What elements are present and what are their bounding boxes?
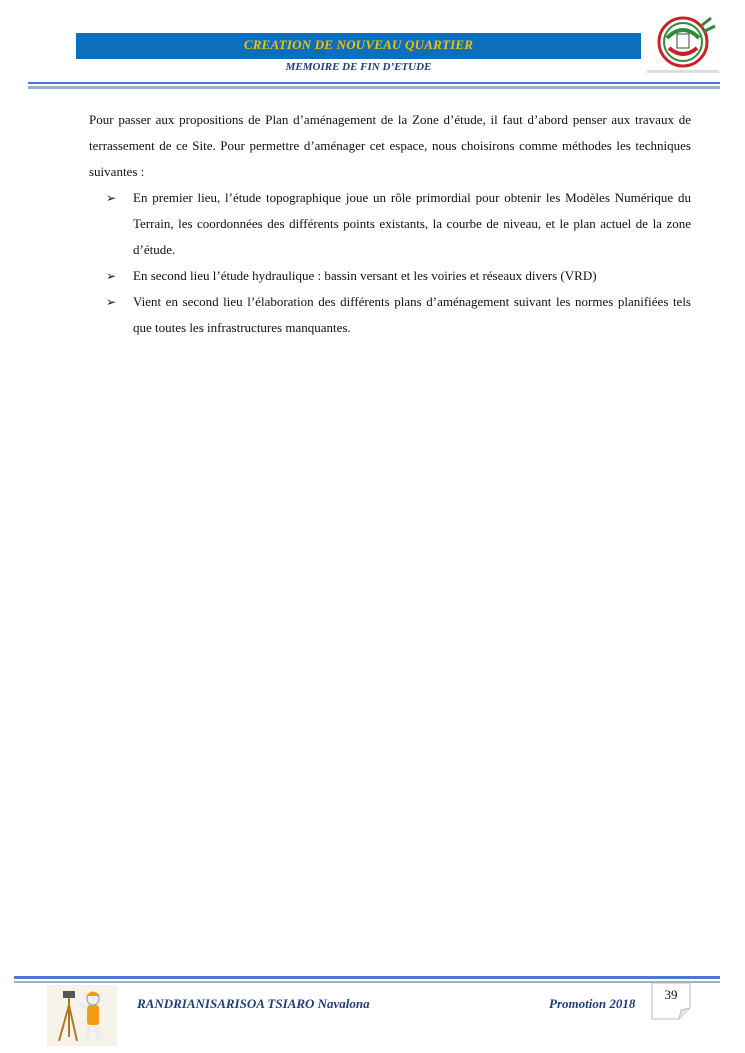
list-item-text: Vient en second lieu l’élaboration des différents plans d’aménagement suivant les normes planifiées tels que toutes les infrastructures manquantes. (133, 294, 691, 335)
footer-rule (14, 976, 720, 979)
arrow-bullet-icon: ➢ (106, 191, 117, 205)
header-subtitle: MEMOIRE DE FIN D’ETUDE (285, 61, 432, 73)
footer-author: RANDRIANISARISOA TSIARO Navalona (137, 996, 370, 1011)
intro-paragraph: Pour passer aux propositions de Plan d’aménagement de la Zone d’étude, il faut d’abord penser aux travaux de terrassement de ce Site. Pour permettre d’aménager cet espace, nous choisirons comme méthodes les techniques suivantes : (89, 112, 691, 179)
page-number: 39 (664, 987, 678, 1002)
list-item (89, 185, 691, 263)
header-title: CREATION DE NOUVEAU QUARTIER (243, 37, 474, 52)
arrow-bullet-icon: ➢ (106, 269, 117, 283)
school-logo-icon (641, 14, 725, 80)
list-item-text: En second lieu l’étude hydraulique : bassin versant et les voiries et réseaux divers (VRD) (133, 268, 597, 283)
surveyor-figure-icon (47, 985, 117, 1046)
list-item-text: En premier lieu, l’étude topographique joue un rôle primordial pour obtenir les Modèles Numérique du Terrain, les coordonnées des différents points existants, la courbe de niveau, et le plan actuel de la zone d’étude. (133, 190, 691, 257)
list-item (89, 289, 691, 341)
header-rule-shadow (28, 86, 720, 89)
footer-promotion: Promotion 2018 (549, 996, 636, 1011)
header-rule (28, 82, 720, 84)
page-content (89, 107, 691, 341)
footer-rule-shadow (14, 981, 720, 983)
arrow-bullet-icon: ➢ (106, 295, 117, 309)
technique-list (89, 185, 691, 341)
list-item (89, 263, 691, 289)
